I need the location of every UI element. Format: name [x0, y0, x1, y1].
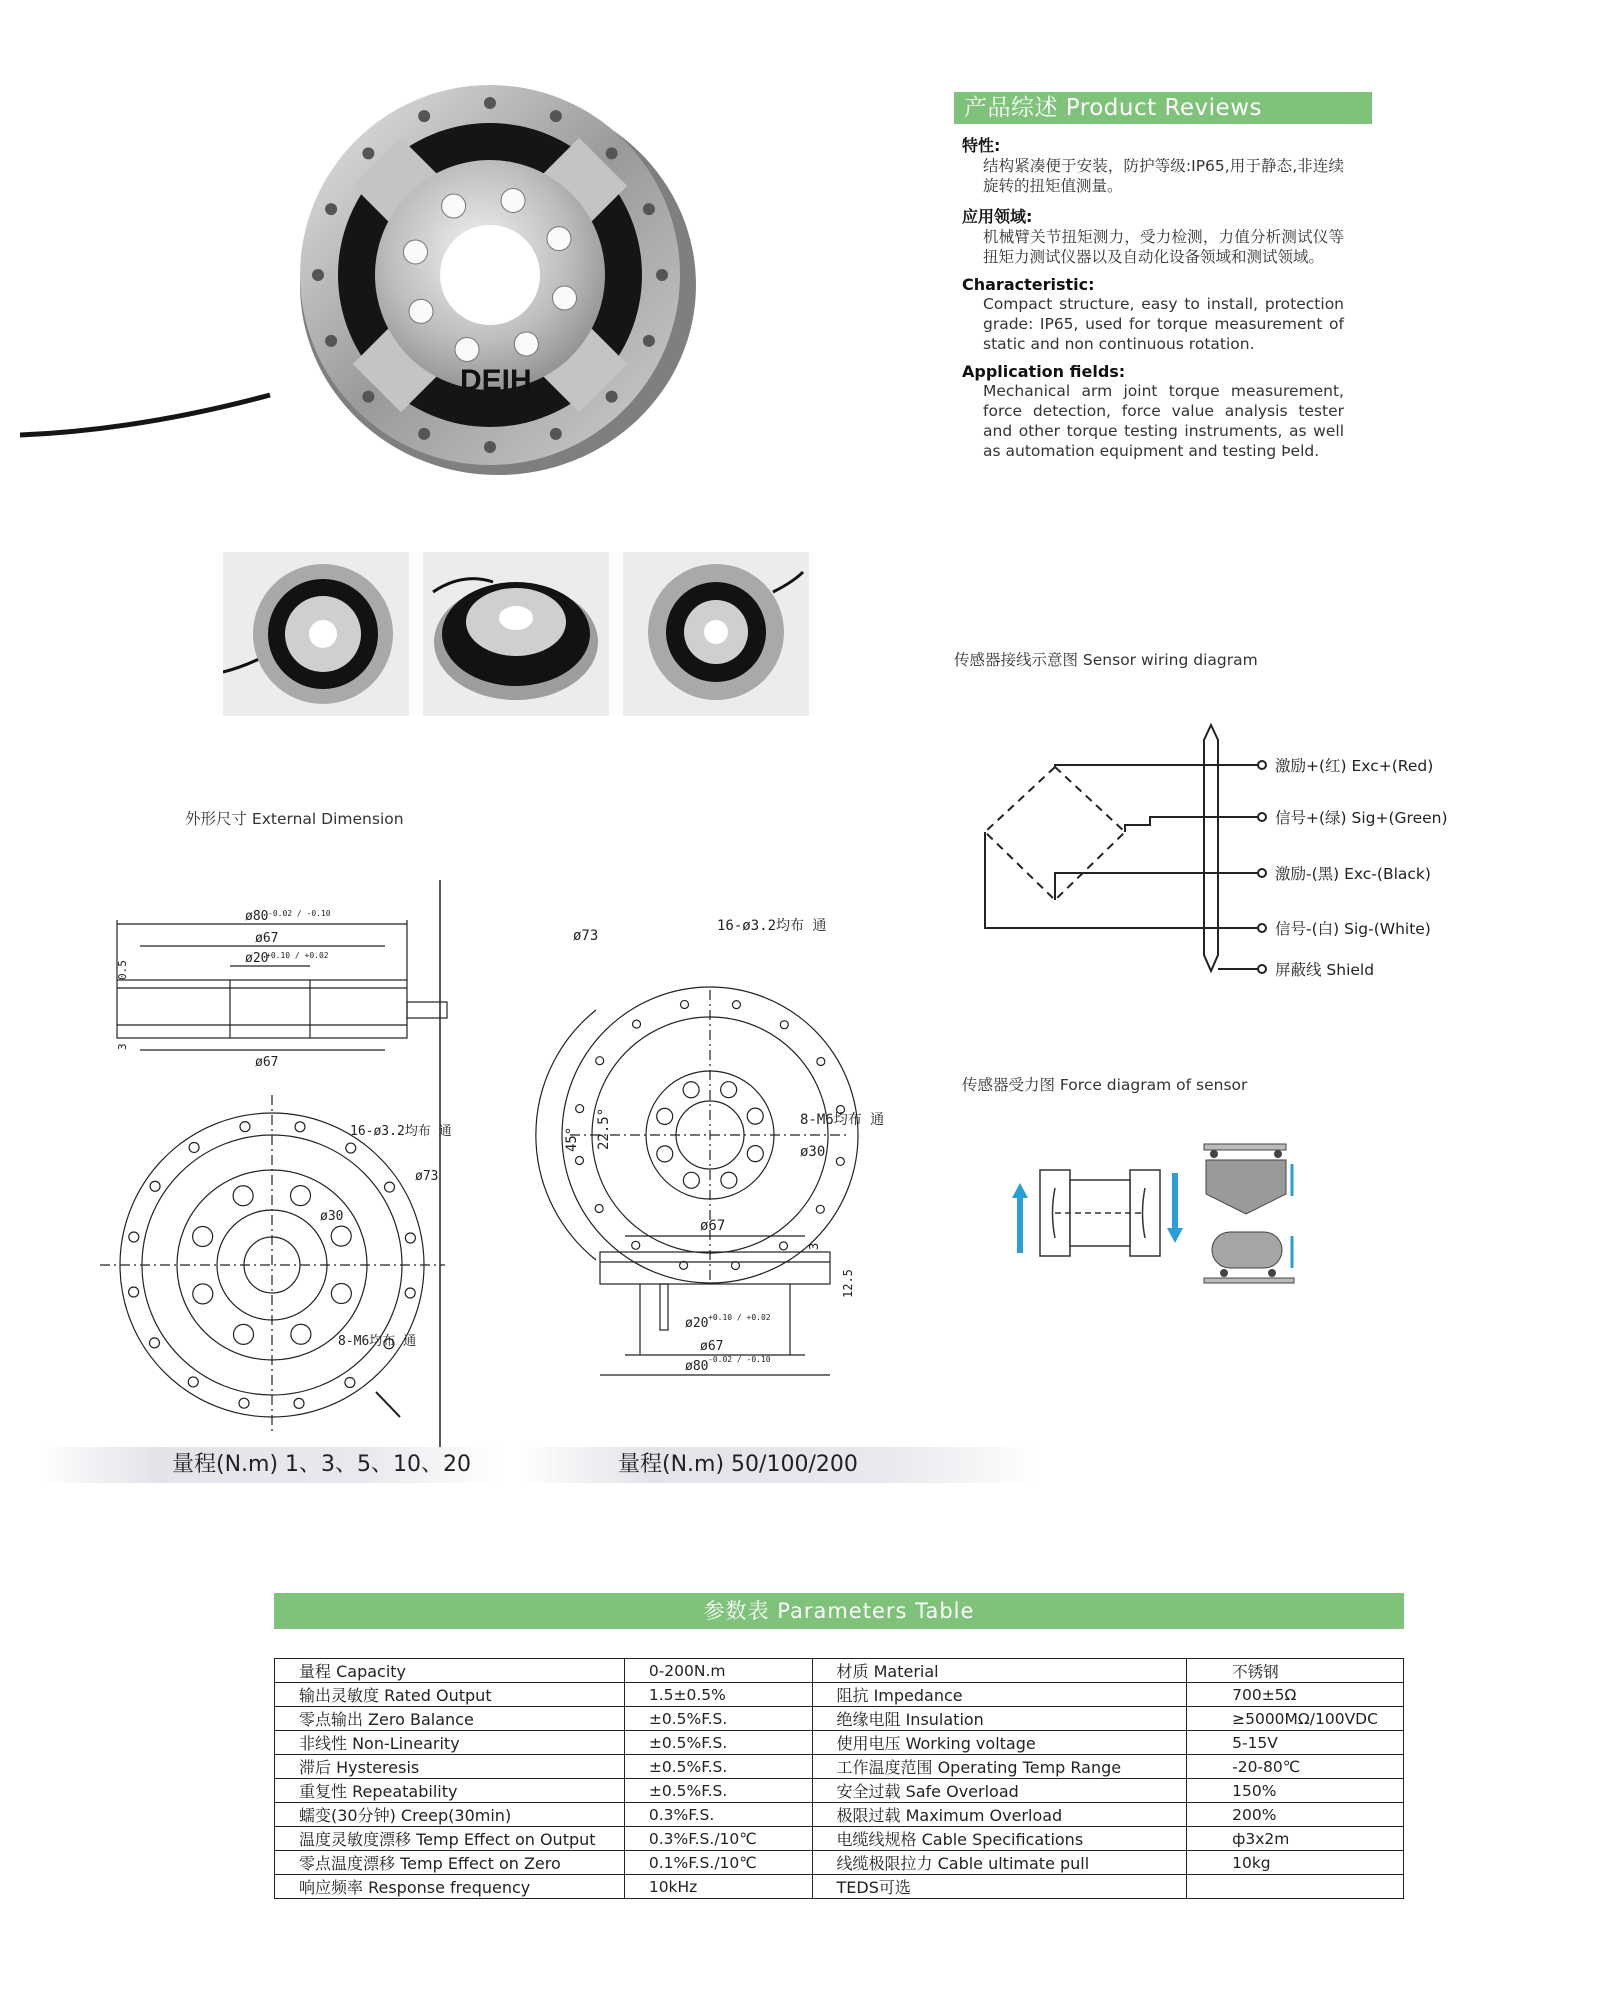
drawing-hole	[576, 1105, 584, 1113]
param-value-cell: ±0.5%F.S.	[624, 1779, 812, 1803]
mounting-hole	[656, 269, 668, 281]
threaded-hole	[547, 227, 571, 251]
param-value-cell: ±0.5%F.S.	[624, 1707, 812, 1731]
table-row	[275, 1875, 1404, 1899]
mounting-hole	[643, 203, 655, 215]
dim-label: 22.5°	[596, 1107, 612, 1150]
drawing-hole	[129, 1287, 139, 1297]
review-text: Compact structure, easy to install, protection grade: IP65, used for torque measurement of static and non continuous rotation.	[983, 295, 1344, 353]
drawing-hole	[291, 1186, 311, 1206]
mounting-hole	[325, 335, 337, 347]
drawing-hole	[731, 1262, 739, 1270]
drawing-hole	[346, 1143, 356, 1153]
param-value-cell: 700±5Ω	[1187, 1683, 1404, 1707]
wire-label-shield: 屏蔽线 Shield	[1275, 961, 1375, 979]
mounting-hole	[606, 391, 618, 403]
mounting-hole	[418, 110, 430, 122]
table-row	[275, 1755, 1404, 1779]
mounting-hole	[362, 147, 374, 159]
thumbnail-photo	[223, 552, 409, 716]
drawing-hole	[233, 1324, 253, 1344]
mounting-hole	[418, 428, 430, 440]
param-name-cell: TEDS可选	[812, 1875, 1187, 1899]
table-row	[275, 1851, 1404, 1875]
param-value-cell: 5-15V	[1187, 1731, 1404, 1755]
section-title-parameters-table: 参数表 Parameters Table	[274, 1593, 1404, 1629]
param-value-cell: 200%	[1187, 1803, 1404, 1827]
drawing-hole	[595, 1204, 603, 1212]
dim-label: ø80	[685, 1359, 709, 1374]
drawing-hole	[596, 1057, 604, 1065]
drawing-hole	[294, 1398, 304, 1408]
mounting-hole	[484, 441, 496, 453]
param-name-cell: 零点温度漂移 Temp Effect on Zero	[275, 1851, 625, 1875]
threaded-hole	[403, 240, 427, 264]
caption-external-dimension: 外形尺寸 External Dimension	[185, 810, 404, 828]
param-value-cell: -20-80℃	[1187, 1755, 1404, 1779]
thumbnail-photo	[423, 552, 609, 716]
drawing-hole	[681, 1000, 689, 1008]
param-name-cell: 材质 Material	[812, 1659, 1187, 1683]
param-value-cell: 0.3%F.S./10℃	[624, 1827, 812, 1851]
threaded-hole	[514, 332, 538, 356]
wire-label-sig-minus: 信号-(白) Sig-(White)	[1275, 920, 1431, 938]
dim-label: ø80	[245, 909, 269, 924]
drawing-hole	[240, 1122, 250, 1132]
dim-label: ø67	[700, 1339, 724, 1354]
drawing-hole	[747, 1146, 763, 1162]
drawing-hole	[295, 1122, 305, 1132]
dim-label: 0.5	[116, 960, 129, 980]
param-value-cell	[1187, 1875, 1404, 1899]
product-photo	[20, 50, 720, 490]
dim-label: ø67	[255, 1055, 279, 1070]
param-value-cell: 不锈钢	[1187, 1659, 1404, 1683]
mounting-hole	[643, 335, 655, 347]
param-name-cell: 重复性 Repeatability	[275, 1779, 625, 1803]
drawing-hole	[817, 1058, 825, 1066]
dim-tolerance: -0.02 / -0.10	[708, 1355, 771, 1364]
param-name-cell: 工作温度范围 Operating Temp Range	[812, 1755, 1187, 1779]
drawing-hole	[239, 1398, 249, 1408]
mounting-hole	[550, 110, 562, 122]
mounting-hole	[606, 147, 618, 159]
caption-force-diagram: 传感器受力图 Force diagram of sensor	[962, 1076, 1248, 1094]
drawing-hole	[189, 1142, 199, 1152]
caption-wiring-diagram: 传感器接线示意图 Sensor wiring diagram	[954, 651, 1258, 669]
param-name-cell: 安全过载 Safe Overload	[812, 1779, 1187, 1803]
mounting-hole	[484, 97, 496, 109]
dim-label: 16-ø3.2均布 通	[717, 918, 827, 934]
dim-label: 16-ø3.2均布 通	[350, 1124, 452, 1139]
dim-label: ø67	[700, 1218, 726, 1234]
dim-label: ø73	[415, 1169, 439, 1184]
mounting-hole	[312, 269, 324, 281]
threaded-hole	[455, 338, 479, 362]
table-row	[275, 1731, 1404, 1755]
param-name-cell: 量程 Capacity	[275, 1659, 625, 1683]
param-name-cell: 极限过载 Maximum Overload	[812, 1803, 1187, 1827]
drawing-hole	[836, 1157, 844, 1165]
parameters-table	[274, 1658, 1404, 1899]
param-value-cell: ≥5000MΩ/100VDC	[1187, 1707, 1404, 1731]
section-title-product-reviews: 产品综述 Product Reviews	[954, 92, 1372, 124]
dim-label: ø67	[255, 931, 279, 946]
drawing-hole	[575, 1156, 583, 1164]
param-name-cell: 使用电压 Working voltage	[812, 1731, 1187, 1755]
dim-tolerance: +0.10 / +0.02	[708, 1313, 771, 1322]
mounting-hole	[362, 391, 374, 403]
param-name-cell: 非线性 Non-Linearity	[275, 1731, 625, 1755]
range-label-small: 量程(N.m) 1、3、5、10、20	[40, 1447, 500, 1483]
review-text: 机械臂关节扭矩测力，受力检测，力值分析测试仪等扭矩力测试仪器以及自动化设备领域和测试领域。	[983, 228, 1344, 266]
drawing-hole	[291, 1324, 311, 1344]
review-block-characteristic-cn	[962, 133, 1344, 196]
param-name-cell: 阻抗 Impedance	[812, 1683, 1187, 1707]
drawing-hole	[129, 1232, 139, 1242]
drawing-hole	[405, 1288, 415, 1298]
param-value-cell: ±0.5%F.S.	[624, 1755, 812, 1779]
logo: DEIH	[460, 364, 532, 397]
table-row	[275, 1779, 1404, 1803]
drawing-hole	[149, 1338, 159, 1348]
drawing-hole	[331, 1226, 351, 1246]
dim-label: ø30	[800, 1144, 826, 1160]
drawing-hole	[657, 1108, 673, 1124]
review-heading: 特性:	[962, 136, 1001, 155]
dim-tolerance: +0.10 / +0.02	[266, 951, 329, 960]
table-row	[275, 1683, 1404, 1707]
param-value-cell: ф3x2m	[1187, 1827, 1404, 1851]
dim-label: 12.5	[841, 1269, 855, 1298]
param-name-cell: 绝缘电阻 Insulation	[812, 1707, 1187, 1731]
dim-label: 8-M6均布 通	[800, 1112, 885, 1128]
force-diagram	[1000, 1128, 1320, 1300]
drawing-hole	[193, 1284, 213, 1304]
wire-label-sig-plus: 信号+(绿) Sig+(Green)	[1275, 809, 1448, 827]
drawing-hole	[732, 1001, 740, 1009]
param-value-cell: 0.3%F.S.	[624, 1803, 812, 1827]
review-text: Mechanical arm joint torque measurement, force detection, force value analysis tester and other torque testing instruments, as well as automation equipment and testing Þeld.	[983, 382, 1344, 460]
param-value-cell: 0-200N.m	[624, 1659, 812, 1683]
product-reviews-body	[962, 133, 1344, 469]
threaded-hole	[409, 299, 433, 323]
param-value-cell: 10kHz	[624, 1875, 812, 1899]
drawing-hole	[683, 1082, 699, 1098]
drawing-hole	[150, 1181, 160, 1191]
dim-label: ø30	[320, 1209, 344, 1224]
dim-label: ø20	[685, 1316, 709, 1331]
drawing-hole	[816, 1205, 824, 1213]
review-block-characteristic-en	[962, 275, 1344, 354]
wire-label-exc-minus: 激励-(黑) Exc-(Black)	[1275, 865, 1431, 883]
drawing-hole	[780, 1021, 788, 1029]
table-row	[275, 1803, 1404, 1827]
table-row	[275, 1707, 1404, 1731]
thumbnail-photo	[623, 552, 809, 716]
dim-tolerance: -0.02 / -0.10	[268, 909, 331, 918]
param-value-cell: ±0.5%F.S.	[624, 1731, 812, 1755]
param-name-cell: 输出灵敏度 Rated Output	[275, 1683, 625, 1707]
dimension-drawing	[40, 880, 1040, 1490]
table-row	[275, 1827, 1404, 1851]
range-label-large: 量程(N.m) 50/100/200	[520, 1447, 1040, 1483]
drawing-hole	[683, 1172, 699, 1188]
review-heading: 应用领域:	[962, 207, 1033, 226]
drawing-hole	[331, 1284, 351, 1304]
drawing-hole	[193, 1226, 213, 1246]
drawing-hole	[233, 1186, 253, 1206]
drawing-hole	[779, 1242, 787, 1250]
review-heading: Characteristic:	[962, 275, 1095, 294]
review-heading: Application fields:	[962, 362, 1126, 381]
param-value-cell: 150%	[1187, 1779, 1404, 1803]
drawing-hole	[633, 1020, 641, 1028]
param-value-cell: 0.1%F.S./10℃	[624, 1851, 812, 1875]
mounting-hole	[325, 203, 337, 215]
param-name-cell: 蠕变(30分钟) Creep(30min)	[275, 1803, 625, 1827]
threaded-hole	[553, 286, 577, 310]
threaded-hole	[501, 188, 525, 212]
drawing-hole	[721, 1172, 737, 1188]
param-name-cell: 温度灵敏度漂移 Temp Effect on Output	[275, 1827, 625, 1851]
param-value-cell: 1.5±0.5%	[624, 1683, 812, 1707]
drawing-hole	[405, 1233, 415, 1243]
dim-label: 3	[807, 1242, 821, 1250]
drawing-hole	[385, 1182, 395, 1192]
param-name-cell: 线缆极限拉力 Cable ultimate pull	[812, 1851, 1187, 1875]
review-text: 结构紧凑便于安装，防护等级:IP65,用于静态,非连续旋转的扭矩值测量。	[983, 157, 1344, 195]
mounting-hole	[550, 428, 562, 440]
dim-label: 8-M6均布 通	[338, 1334, 417, 1349]
drawing-hole	[188, 1377, 198, 1387]
drawing-hole	[632, 1241, 640, 1249]
dim-label: ø73	[573, 928, 599, 944]
drawing-hole	[657, 1146, 673, 1162]
drawing-hole	[721, 1082, 737, 1098]
threaded-hole	[442, 194, 466, 218]
table-row	[275, 1659, 1404, 1683]
dim-label: 3	[116, 1043, 129, 1050]
dim-label: ø20	[245, 951, 269, 966]
review-block-application-cn	[962, 204, 1344, 267]
param-name-cell: 响应频率 Response frequency	[275, 1875, 625, 1899]
drawing-hole	[747, 1108, 763, 1124]
dim-label: 45°	[564, 1126, 580, 1152]
param-value-cell: 10kg	[1187, 1851, 1404, 1875]
param-name-cell: 电缆线规格 Cable Specifications	[812, 1827, 1187, 1851]
param-name-cell: 零点输出 Zero Balance	[275, 1707, 625, 1731]
param-name-cell: 滞后 Hysteresis	[275, 1755, 625, 1779]
wire-label-exc-plus: 激励+(红) Exc+(Red)	[1275, 757, 1434, 775]
review-block-application-en	[962, 362, 1344, 461]
drawing-hole	[345, 1378, 355, 1388]
